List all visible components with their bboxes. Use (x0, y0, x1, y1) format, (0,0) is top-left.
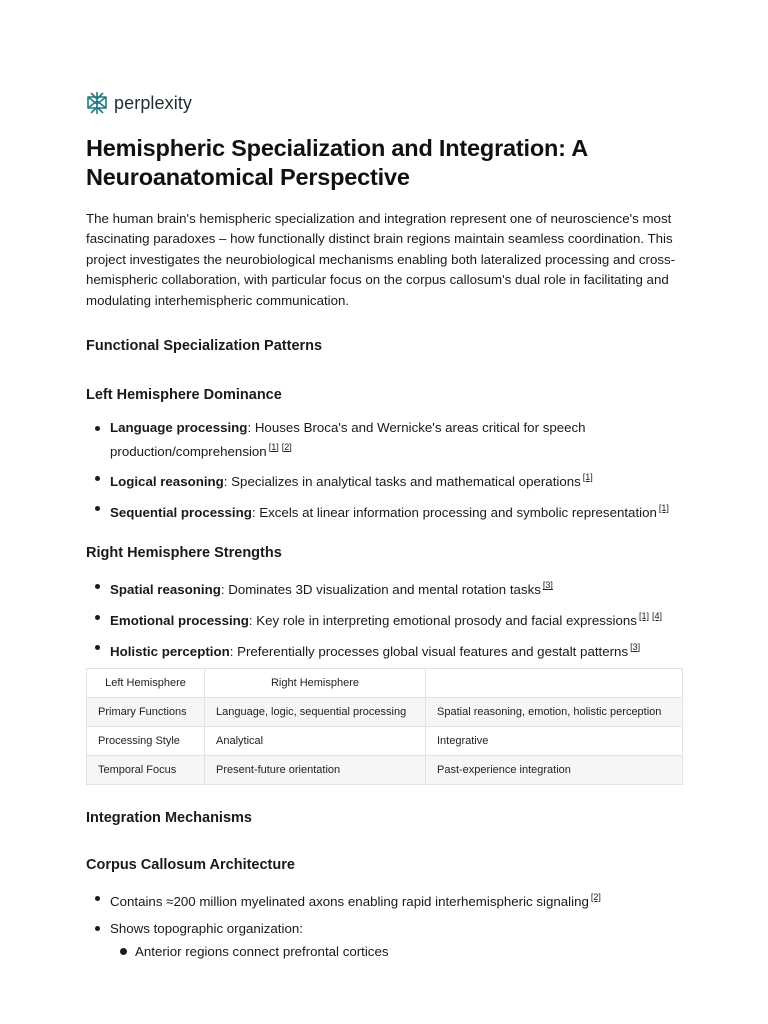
table-cell: Analytical (205, 727, 426, 756)
nested-list (110, 942, 682, 962)
citation-link[interactable]: [1] (658, 502, 669, 513)
item-text: : Specializes in analytical tasks and mathematical operations (223, 474, 581, 490)
citation-link[interactable]: [4] (651, 611, 662, 621)
table-row (87, 698, 683, 727)
table-cell: Spatial reasoning, emotion, holistic perception (426, 698, 683, 727)
table-cell: Language, logic, sequential processing (205, 698, 426, 727)
item-text: : Excels at linear information processing and symbolic representation (251, 504, 657, 520)
list-item (110, 499, 682, 523)
item-term: Language processing (110, 420, 248, 436)
item-term: Emotional processing (110, 613, 249, 628)
item-term: Holistic perception (110, 643, 230, 659)
list-item (110, 638, 682, 662)
table-cell: Primary Functions (87, 698, 205, 727)
list-item (110, 576, 682, 600)
item-term: Spatial reasoning (110, 582, 221, 598)
citation-link[interactable]: [2] (590, 892, 601, 903)
subheading-left-hemisphere: Left Hemisphere Dominance (86, 387, 282, 404)
list-item (110, 607, 682, 631)
list-item (110, 418, 682, 461)
table-header-cell: Right Hemisphere (205, 669, 426, 698)
table-cell: Present-future orientation (205, 756, 426, 785)
table-header-cell (426, 669, 683, 698)
corpus-callosum-list (86, 888, 682, 962)
page-title: Hemispheric Specialization and Integration: A Neuroanatomical Perspective (86, 135, 588, 190)
table-cell: Integrative (426, 727, 683, 756)
table-row (87, 727, 683, 756)
table-cell: Past-experience integration (426, 756, 683, 785)
brand-name: perplexity (114, 92, 193, 113)
item-text: Contains ≈200 million myelinated axons enabling rapid interhemispheric signaling (110, 894, 589, 910)
citation-link[interactable]: [1] (638, 611, 649, 621)
list-item (110, 888, 682, 912)
item-text: : Key role in interpreting emotional prosody and facial expressions (248, 613, 637, 628)
item-term: Sequential processing (110, 504, 252, 520)
perplexity-logo-icon (86, 91, 108, 115)
table-header-row (87, 669, 683, 698)
subheading-corpus-callosum: Corpus Callosum Architecture (86, 857, 295, 874)
section-heading-integration: Integration Mechanisms (86, 810, 252, 827)
table-cell: Temporal Focus (87, 756, 205, 785)
item-text: : Preferentially processes global visual features and gestalt patterns (229, 643, 629, 659)
table-cell: Processing Style (87, 727, 205, 756)
section-heading-specialization: Functional Specialization Patterns (86, 338, 323, 355)
citation-link[interactable]: [2] (281, 441, 292, 452)
nested-list-item: Anterior regions connect prefrontal cortices (135, 942, 682, 962)
intro-paragraph: The human brain's hemispheric specialization and integration represent one of neuroscience's most fascinating paradoxes – how functionally distinct brain regions maintain seamless coordination. This project investigates the neurobiological mechanisms enabling both lateralized processing and cross-hemispheric collaboration, with particular focus on the corpus callosum's dual role in facilitating and modulating interhemispheric communication. (86, 211, 676, 308)
right-hemisphere-list (86, 576, 682, 661)
citation-link[interactable]: [1] (268, 441, 279, 452)
item-text: Shows topographic organization: (110, 920, 303, 936)
citation-link[interactable]: [3] (542, 580, 553, 591)
subheading-right-hemisphere: Right Hemisphere Strengths (86, 545, 282, 562)
brand-logo (86, 90, 682, 116)
item-term: Logical reasoning (110, 474, 224, 490)
item-text: : Houses Broca's and Wernicke's areas critical for speech production/comprehension (110, 420, 586, 459)
citation-link[interactable]: [3] (630, 641, 641, 652)
left-hemisphere-list (86, 418, 682, 522)
hemisphere-comparison-table (86, 668, 683, 785)
table-header-cell: Left Hemisphere (87, 669, 205, 698)
item-text: : Dominates 3D visualization and mental rotation tasks (220, 582, 541, 598)
list-item (110, 468, 682, 492)
citation-link[interactable]: [1] (582, 472, 593, 483)
table-row (87, 756, 683, 785)
list-item (110, 919, 682, 962)
